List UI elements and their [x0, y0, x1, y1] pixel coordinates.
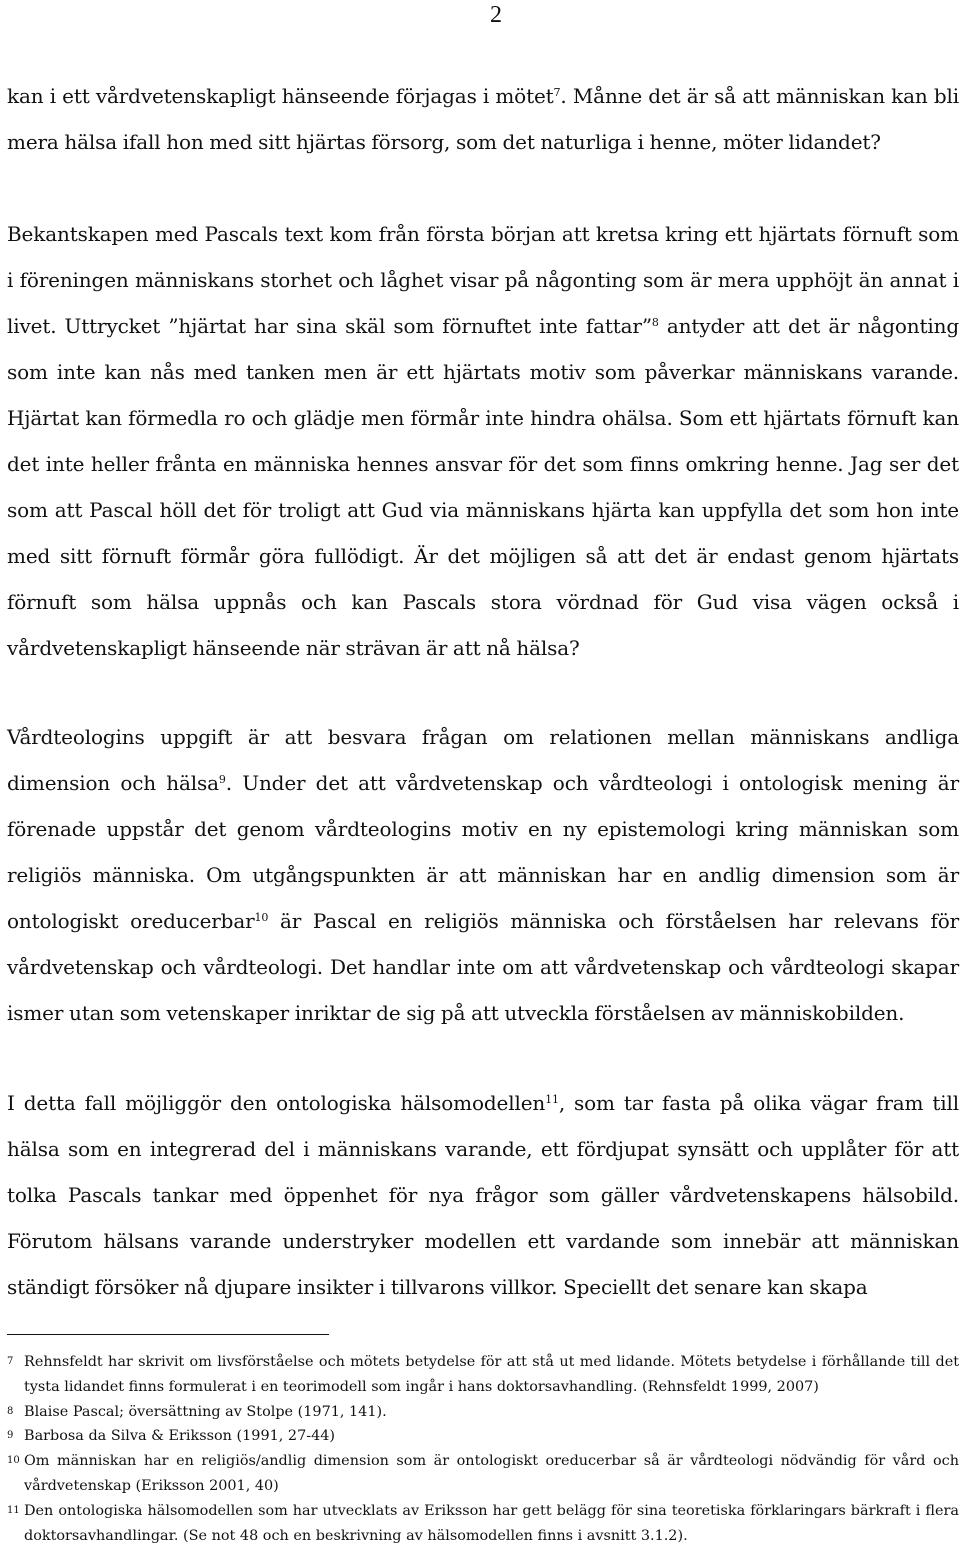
footnote-text: Rehnsfeldt har skrivit om livsförståelse och mötets betydelse för att stå ut med lidande. Mötets betydelse i förhållande till det tysta lidandet finns formulerat i en teorimodell som ingår i hans doktorsavhandling. (Rehnsfeldt 1999, 2007): [24, 1354, 959, 1395]
footnote-8: [7, 1400, 959, 1425]
paragraph-2: [7, 211, 959, 671]
paragraph-text: . Under det att vårdvetenskap och vårdteologi i ontologisk mening är förenade uppstår det genom vårdteologins motiv en ny epistemologi kring människan som religiös människa. Om utgångspunkten är att människan har en andlig dimension som är ontologiskt oreducerbar: [7, 771, 959, 933]
paragraph-text: . Månne det är så att människan kan bli mera hälsa ifall hon med sitt hjärtas försorg, som det naturliga i henne, möter lidandet?: [7, 84, 960, 154]
footnote-ref-8[interactable]: 8: [651, 316, 659, 329]
paragraph-text: Vårdteologins uppgift är att besvara frågan om relationen mellan människans andliga dimension och hälsa: [7, 725, 959, 795]
paragraph-3: [7, 714, 959, 1036]
footnote-10: [7, 1449, 959, 1499]
paragraph-1: [7, 73, 959, 165]
footnote-number: 11: [7, 1504, 20, 1516]
footnote-separator: [7, 1334, 329, 1335]
footnote-text: Den ontologiska hälsomodellen som har utvecklats av Eriksson har gett belägg för sina teoretiska förklaringars bärkraft i flera doktorsavhandlingar. (Se not 48 och en beskrivning av hälsomodellen finns i avsnitt 3.1.2).: [24, 1502, 959, 1544]
footnotes: [7, 1350, 959, 1548]
footnote-number: 7: [7, 1356, 14, 1367]
footnote-number: 9: [7, 1430, 14, 1442]
paragraph-text: är Pascal en religiös människa och förståelsen har relevans för vårdvetenskap och vårdteologi. Det handlar inte om att vårdvetenskap och vårdteologi skapar ismer utan som vetenskaper inriktar de sig på att utveckla förståelsen av människobilden.: [7, 909, 959, 1025]
footnote-number: 8: [7, 1405, 14, 1417]
paragraph-text: , som tar fasta på olika vägar fram till hälsa som en integrerad del i människans varande, ett fördjupat synsätt och upplåter för att tolka Pascals tankar med öppenhet för nya frågor som gäller vårdvetenskapens hälsobild. Förutom hälsans varande understryker modellen ett vardande som innebär att människan ständigt försöker nå djupare insikter i tillvarons villkor. Speciellt det senare kan skapa: [7, 1091, 959, 1299]
paragraph-4: [7, 1080, 959, 1310]
paragraph-text: Bekantskapen med Pascals text kom från första början att kretsa kring ett hjärtats förnuft som i föreningen människans storhet och låghet visar på någonting som är mera upphöjt än annat i livet. Uttrycket ”hjärtat har sina skäl som förnuftet inte fattar”: [7, 222, 959, 338]
page-number: 2: [490, 2, 502, 28]
footnote-11: [7, 1499, 959, 1548]
paragraph-text: I detta fall möjliggör den ontologiska hälsomodellen: [7, 1091, 546, 1115]
paragraph-text: kan i ett vårdvetenskapligt hänseende förjagas i mötet: [7, 84, 554, 108]
footnote-number: 10: [7, 1455, 20, 1467]
footnote-text: Blaise Pascal; översättning av Stolpe (1971, 141).: [24, 1403, 387, 1420]
footnote-text: Om människan har en religiös/andlig dimension som är ontologiskt oreducerbar så är vårdteologi nödvändig för vård och vårdvetenskap (Eriksson 2001, 40): [24, 1453, 959, 1494]
footnote-ref-11[interactable]: 11: [545, 1093, 559, 1106]
footnote-7: [7, 1350, 959, 1400]
footnote-ref-9[interactable]: 9: [218, 773, 226, 786]
footnote-9: [7, 1424, 959, 1449]
footnote-ref-10[interactable]: 10: [254, 911, 269, 924]
footnote-text: Barbosa da Silva & Eriksson (1991, 27-44): [24, 1428, 336, 1445]
paragraph-text: antyder att det är någonting som inte kan nås med tanken men är ett hjärtats motiv som påverkar människans varande. Hjärtat kan förmedla ro och glädje men förmår inte hindra ohälsa. Som ett hjärtats förnuft kan det inte heller frånta en människa hennes ansvar för det som finns omkring henne. Jag ser det som att Pascal höll det för troligt att Gud via människans hjärta kan uppfylla det som hon inte med sitt förnuft förmår göra fullödigt. Är det möjligen så att det är endast genom hjärtats förnuft som hälsa uppnås och kan Pascals stora vördnad för Gud visa vägen också i vårdvetenskapligt hänseende när strävan är att nå hälsa?: [7, 314, 959, 660]
footnote-ref-7[interactable]: 7: [553, 86, 561, 99]
